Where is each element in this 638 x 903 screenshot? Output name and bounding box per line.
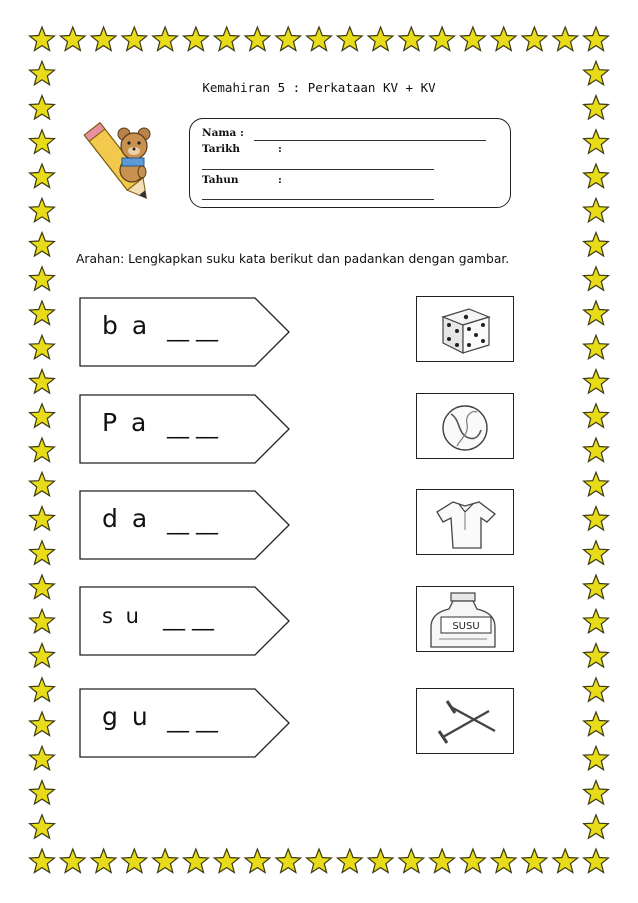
star-icon [30, 130, 55, 154]
star-icon [30, 712, 55, 736]
star-icon [307, 27, 332, 51]
star-icon [30, 335, 55, 359]
star-icon [584, 164, 609, 188]
star-icon [60, 849, 85, 873]
syllable-card [79, 688, 289, 758]
star-icon [91, 27, 116, 51]
star-icon [491, 27, 516, 51]
star-icon [30, 27, 55, 51]
star-icon [30, 507, 55, 531]
star-icon [553, 849, 578, 873]
star-icon [276, 27, 301, 51]
star-icon [30, 609, 55, 633]
star-icon [584, 472, 609, 496]
star-icon [30, 644, 55, 668]
star-icon [399, 27, 424, 51]
star-icon [584, 644, 609, 668]
student-info-box [189, 118, 511, 208]
nails-icon [417, 689, 515, 755]
syllable-text: d a [102, 504, 151, 533]
star-icon [584, 781, 609, 805]
picture-box-dice[interactable] [416, 296, 514, 362]
blank-spaces[interactable]: __ __ [167, 510, 218, 535]
star-icon [584, 370, 609, 394]
star-icon [461, 849, 486, 873]
star-icon [30, 746, 55, 770]
star-icon [584, 746, 609, 770]
star-icon [337, 27, 362, 51]
star-icon [30, 575, 55, 599]
star-icon [91, 849, 116, 873]
star-icon [584, 267, 609, 291]
star-icon [337, 849, 362, 873]
star-icon [30, 438, 55, 462]
blank-spaces[interactable]: __ __ [167, 414, 218, 439]
star-icon [584, 609, 609, 633]
star-icon [584, 130, 609, 154]
star-icon [461, 27, 486, 51]
star-icon [30, 96, 55, 120]
star-icon [584, 712, 609, 736]
star-icon [184, 849, 209, 873]
star-icon [584, 27, 609, 51]
star-icon [30, 198, 55, 222]
star-icon [553, 27, 578, 51]
star-icon [368, 27, 393, 51]
bottle-label: SUSU [452, 621, 480, 632]
year-field[interactable] [202, 199, 434, 200]
syllable-card [79, 394, 289, 464]
star-icon [30, 267, 55, 291]
star-icon [30, 849, 55, 873]
star-icon [522, 849, 547, 873]
star-icon [184, 27, 209, 51]
syllable-text: P a [102, 408, 150, 437]
star-icon [214, 27, 239, 51]
star-icon [122, 27, 147, 51]
year-label: Tahun [202, 174, 239, 186]
syllable-card [79, 586, 289, 656]
star-icon [522, 27, 547, 51]
star-icon [584, 335, 609, 359]
star-icon [430, 849, 455, 873]
star-icon [214, 849, 239, 873]
date-field[interactable] [202, 169, 434, 170]
star-icon [30, 164, 55, 188]
star-icon [584, 541, 609, 565]
name-field[interactable] [254, 140, 486, 141]
star-icon [30, 541, 55, 565]
star-icon [30, 678, 55, 702]
star-icon [30, 233, 55, 257]
star-icon [122, 849, 147, 873]
ball-icon [417, 394, 515, 460]
star-icon [153, 849, 178, 873]
syllable-text: s u [102, 604, 142, 628]
star-icon [584, 507, 609, 531]
star-icon [30, 370, 55, 394]
blank-spaces[interactable]: __ __ [167, 708, 218, 733]
star-icon [30, 781, 55, 805]
star-icon [584, 198, 609, 222]
star-icon [584, 849, 609, 873]
star-icon [245, 849, 270, 873]
milk-bottle-icon [417, 587, 515, 653]
star-icon [60, 27, 85, 51]
picture-box-ball[interactable] [416, 393, 514, 459]
year-colon: : [278, 174, 282, 186]
star-icon [368, 849, 393, 873]
picture-box-milk-bottle[interactable] [416, 586, 514, 652]
star-icon [584, 301, 609, 325]
bear-pencil-icon [72, 112, 164, 212]
star-icon [491, 849, 516, 873]
syllable-card [79, 297, 289, 367]
date-label: Tarikh [202, 143, 241, 155]
blank-spaces[interactable]: __ __ [167, 317, 218, 342]
star-icon [153, 27, 178, 51]
star-icon [307, 849, 332, 873]
instruction-text: Arahan: Lengkapkan suku kata berikut dan padankan dengan gambar. [76, 252, 510, 266]
star-icon [276, 849, 301, 873]
star-icon [399, 849, 424, 873]
star-icon [30, 404, 55, 428]
star-icon [584, 678, 609, 702]
star-icon [584, 404, 609, 428]
star-icon [584, 233, 609, 257]
star-icon [584, 438, 609, 462]
star-icon [584, 575, 609, 599]
star-icon [430, 27, 455, 51]
page-title: Kemahiran 5 : Perkataan KV + KV [202, 80, 436, 95]
blank-spaces[interactable]: __ __ [163, 606, 214, 631]
star-icon [30, 301, 55, 325]
star-icon [30, 472, 55, 496]
star-icon [30, 815, 55, 839]
picture-box-shirt[interactable] [416, 489, 514, 555]
star-icon [245, 27, 270, 51]
dice-icon [417, 297, 515, 363]
star-icon [584, 96, 609, 120]
syllable-text: b a [102, 311, 151, 340]
picture-box-nails[interactable] [416, 688, 514, 754]
date-colon: : [278, 143, 282, 155]
name-label: Nama : [202, 127, 244, 139]
syllable-card [79, 490, 289, 560]
shirt-icon [417, 490, 515, 556]
star-icon [584, 815, 609, 839]
syllable-text: g u [102, 702, 151, 731]
